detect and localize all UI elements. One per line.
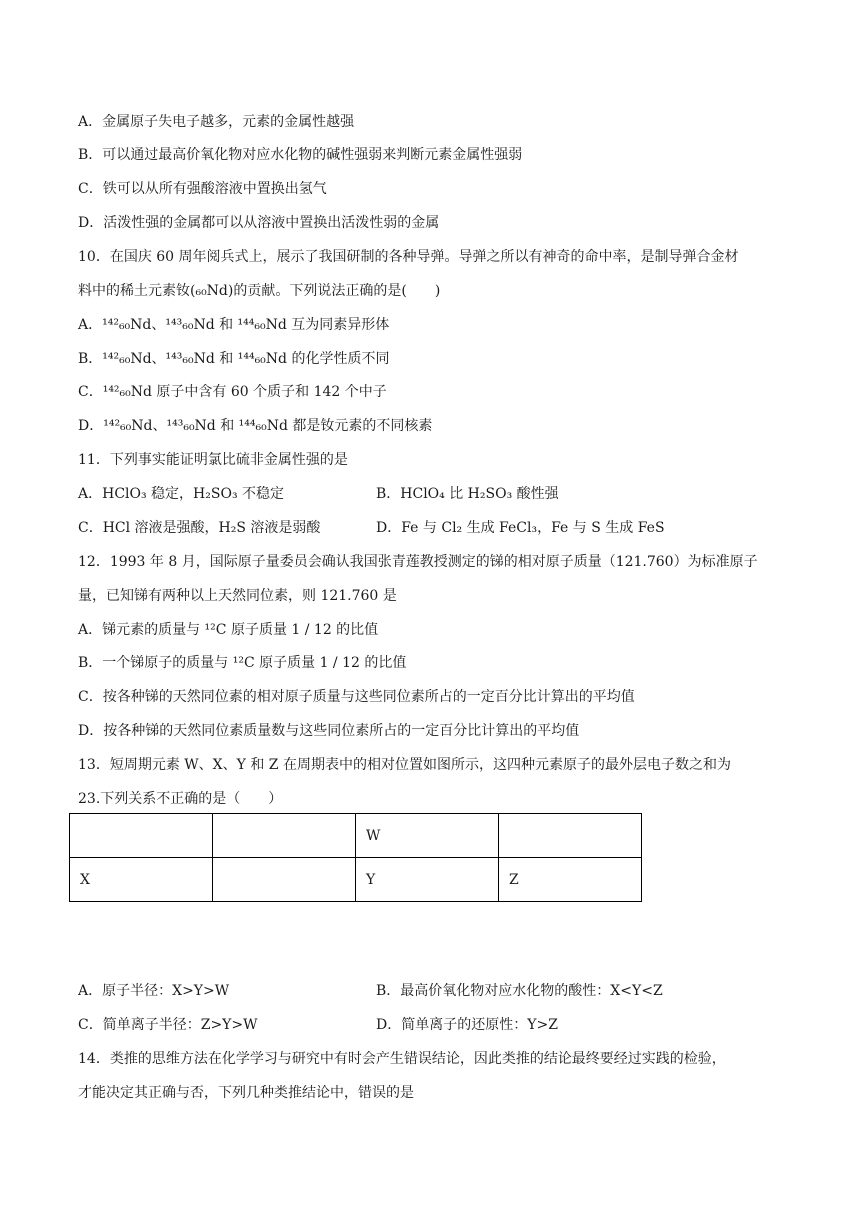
table-cell: Y xyxy=(356,858,499,902)
table-cell xyxy=(213,858,356,902)
table-cell: X xyxy=(70,858,213,902)
q13-stem-line2: 23.下列关系不正确的是（ ） xyxy=(78,791,283,807)
q14-stem-line2: 才能决定其正确与否，下列几种类推结论中，错误的是 xyxy=(78,1085,414,1101)
q10-option-c: C．¹⁴²₆₀Nd 原子中含有 60 个质子和 142 个中子 xyxy=(78,384,387,400)
table-cell: W xyxy=(356,814,499,858)
q11-option-c: C．HCl 溶液是强酸，H₂S 溶液是弱酸 xyxy=(78,520,321,536)
q13-option-c: C．简单离子半径：Z>Y>W xyxy=(78,1017,258,1033)
q12-stem-line2: 量，已知锑有两种以上天然同位素，则 121.760 是 xyxy=(78,588,397,604)
q10-option-a: A．¹⁴²₆₀Nd、¹⁴³₆₀Nd 和 ¹⁴⁴₆₀Nd 互为同素异形体 xyxy=(78,317,390,333)
table-row xyxy=(70,858,642,902)
table-row xyxy=(70,814,642,858)
q9-option-b: B．可以通过最高价氧化物对应水化物的碱性强弱来判断元素金属性强弱 xyxy=(78,147,523,163)
q11-option-b: B．HClO₄ 比 H₂SO₃ 酸性强 xyxy=(376,486,559,502)
q13-stem-line1: 13．短周期元素 W、X、Y 和 Z 在周期表中的相对位置如图所示，这四种元素原子的最外层电子数之和为 xyxy=(78,757,731,773)
q9-option-a: A．金属原子失电子越多，元素的金属性越强 xyxy=(78,114,355,130)
q11-stem: 11．下列事实能证明氯比硫非金属性强的是 xyxy=(78,452,348,468)
q13-option-b: B．最高价氧化物对应水化物的酸性：X<Y<Z xyxy=(376,983,663,999)
q9-option-d: D．活泼性强的金属都可以从溶液中置换出活泼性弱的金属 xyxy=(78,215,440,231)
table-cell: Z xyxy=(499,858,642,902)
table-cell xyxy=(213,814,356,858)
q12-option-a: A．锑元素的质量与 ¹²C 原子质量 1 / 12 的比值 xyxy=(78,622,379,638)
q10-stem-line2: 料中的稀土元素钕(₆₀Nd)的贡献。下列说法正确的是( ) xyxy=(78,283,441,299)
q12-option-b: B．一个锑原子的质量与 ¹²C 原子质量 1 / 12 的比值 xyxy=(78,655,407,671)
q12-option-c: C．按各种锑的天然同位素的相对原子质量与这些同位素所占的一定百分比计算出的平均值 xyxy=(78,689,635,705)
q14-stem-line1: 14．类推的思维方法在化学学习与研究中有时会产生错误结论，因此类推的结论最终要经过实践的检验， xyxy=(78,1051,726,1067)
q10-option-d: D．¹⁴²₆₀Nd、¹⁴³₆₀Nd 和 ¹⁴⁴₆₀Nd 都是钕元素的不同核素 xyxy=(78,418,433,434)
q10-option-b: B．¹⁴²₆₀Nd、¹⁴³₆₀Nd 和 ¹⁴⁴₆₀Nd 的化学性质不同 xyxy=(78,351,390,367)
q12-option-d: D．按各种锑的天然同位素质量数与这些同位素所占的一定百分比计算出的平均值 xyxy=(78,723,580,739)
q13-option-d: D．简单离子的还原性：Y>Z xyxy=(376,1017,558,1033)
q13-option-a: A．原子半径：X>Y>W xyxy=(78,983,230,999)
table-cell xyxy=(70,814,213,858)
periodic-position-table xyxy=(69,813,642,902)
q9-option-c: C．铁可以从所有强酸溶液中置换出氢气 xyxy=(78,181,327,197)
q10-stem-line1: 10．在国庆 60 周年阅兵式上，展示了我国研制的各种导弹。导弹之所以有神奇的命中率，是制导弹合金材 xyxy=(78,249,739,265)
q12-stem-line1: 12．1993 年 8 月，国际原子量委员会确认我国张青莲教授测定的锑的相对原子质量（121.760）为标准原子 xyxy=(78,554,758,570)
q11-option-a: A．HClO₃ 稳定，H₂SO₃ 不稳定 xyxy=(78,486,285,502)
table-cell xyxy=(499,814,642,858)
q11-option-d: D．Fe 与 Cl₂ 生成 FeCl₃，Fe 与 S 生成 FeS xyxy=(376,520,665,536)
